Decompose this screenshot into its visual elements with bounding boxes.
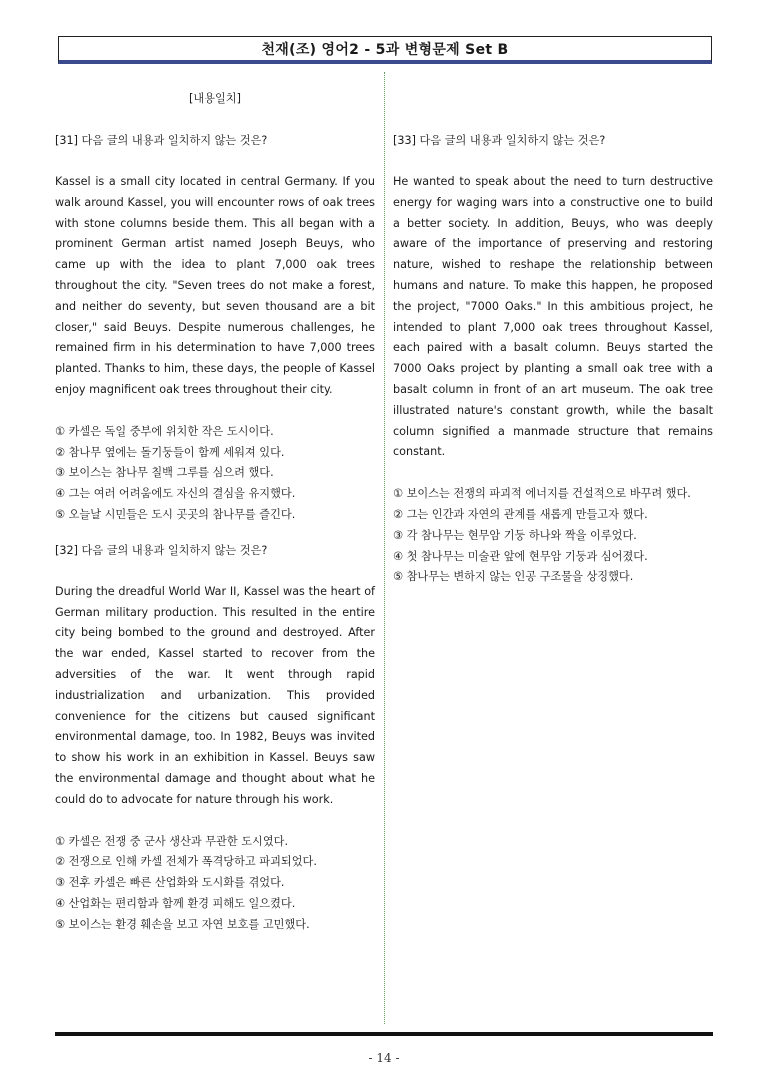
question-33-options — [393, 484, 713, 588]
question-31-options — [55, 422, 375, 526]
option-3: ③ 각 참나무는 현무암 기둥 하나와 짝을 이루었다. — [393, 528, 637, 542]
header-box — [58, 36, 712, 64]
option-3: ③ 보이스는 참나무 칠백 그루를 심으려 했다. — [55, 466, 274, 480]
section-label: [내용일치] — [189, 92, 241, 105]
option-1: ① 카셀은 전쟁 중 군사 생산과 무관한 도시였다. — [55, 834, 289, 848]
option-2: ② 그는 인간과 자연의 관계를 새롭게 만들고자 했다. — [393, 507, 648, 521]
section-spacer — [393, 88, 713, 109]
question-33-title: [33] 다음 글의 내용과 일치하지 않는 것은? — [393, 134, 606, 147]
section-spacer — [393, 109, 713, 130]
option-1: ① 보이스는 전쟁의 파괴적 에너지를 건설적으로 바꾸려 했다. — [393, 487, 691, 501]
column-divider — [384, 72, 385, 1024]
question-32 — [55, 540, 375, 936]
option-5: ⑤ 참나무는 변하지 않는 인공 구조물을 상징했다. — [393, 570, 634, 584]
right-column — [393, 88, 713, 602]
question-31 — [55, 130, 375, 526]
page-title: 천재(조) 영어2 - 5과 변형문제 Set B — [261, 41, 509, 58]
option-5: ⑤ 오늘날 시민들은 도시 곳곳의 참나무를 즐긴다. — [55, 507, 296, 521]
question-33-passage: He wanted to speak about the need to turn destructive energy for waging wars into a constructive one to build a better society. In addition, Beuys, who was deeply aware of the importance of preserving and restoring nature, wished to reshape the relationship between humans and nature. To make this happen, he proposed the project, "7000 Oaks." In this ambitious project, he intended to plant 7,000 oak trees throughout Kassel, each paired with a basalt column. Beuys started the 7000 Oaks project by planting a small oak tree with a basalt column in front of an art museum. The oak tree illustrated nature's constant growth, while the basalt column signified a manmade structure that remains constant. — [393, 175, 713, 459]
footer-rule — [55, 1032, 713, 1036]
option-4: ④ 산업화는 편리함과 함께 환경 피해도 일으켰다. — [55, 896, 296, 910]
option-3: ③ 전후 카셀은 빠른 산업화와 도시화를 겪었다. — [55, 876, 285, 890]
left-column — [55, 88, 375, 950]
question-32-passage: During the dreadful World War II, Kassel was the heart of German military production. This resulted in the entire city being bombed to the ground and destroyed. After the war ended, Kassel started to recover from the adversities of the war. It went through rapid industrialization and urbanization. This provided convenience for the citizens but caused significant environmental damage, too. In 1982, Beuys was invited to show his work in an exhibition in Kassel. Beuys saw the environmental damage and thought about what he could do to advocate for nature through his work. — [55, 584, 375, 806]
option-2: ② 참나무 옆에는 돌기둥들이 함께 세워져 있다. — [55, 445, 285, 459]
page-number: - 14 - — [368, 1051, 400, 1065]
option-2: ② 전쟁으로 인해 카셀 전체가 폭격당하고 파괴되었다. — [55, 855, 317, 869]
question-32-options — [55, 832, 375, 936]
option-4: ④ 그는 여러 어려움에도 자신의 결심을 유지했다. — [55, 487, 296, 501]
option-4: ④ 첫 참나무는 미술관 앞에 현무암 기둥과 심어졌다. — [393, 549, 648, 563]
question-32-title: [32] 다음 글의 내용과 일치하지 않는 것은? — [55, 543, 268, 557]
option-5: ⑤ 보이스는 환경 훼손을 보고 자연 보호를 고민했다. — [55, 917, 310, 931]
question-31-passage: Kassel is a small city located in central Germany. If you walk around Kassel, you will encounter rows of oak trees with stone columns beside them. This all began with a prominent German artist named Joseph Beuys, who came up with the idea to plant 7,000 oak trees throughout the city. "Seven trees do not make a forest, and neither do seventy, but seven thousand are a bit closer," said Beuys. Despite numerous challenges, he remained firm in his determination to have 7,000 trees planted. Thanks to him, these days, the people of Kassel enjoy magnificent oak trees throughout their city. — [55, 175, 375, 396]
option-1: ① 카셀은 독일 중부에 위치한 작은 도시이다. — [55, 424, 274, 438]
question-31-title: [31] 다음 글의 내용과 일치하지 않는 것은? — [55, 134, 268, 147]
question-33 — [393, 130, 713, 588]
